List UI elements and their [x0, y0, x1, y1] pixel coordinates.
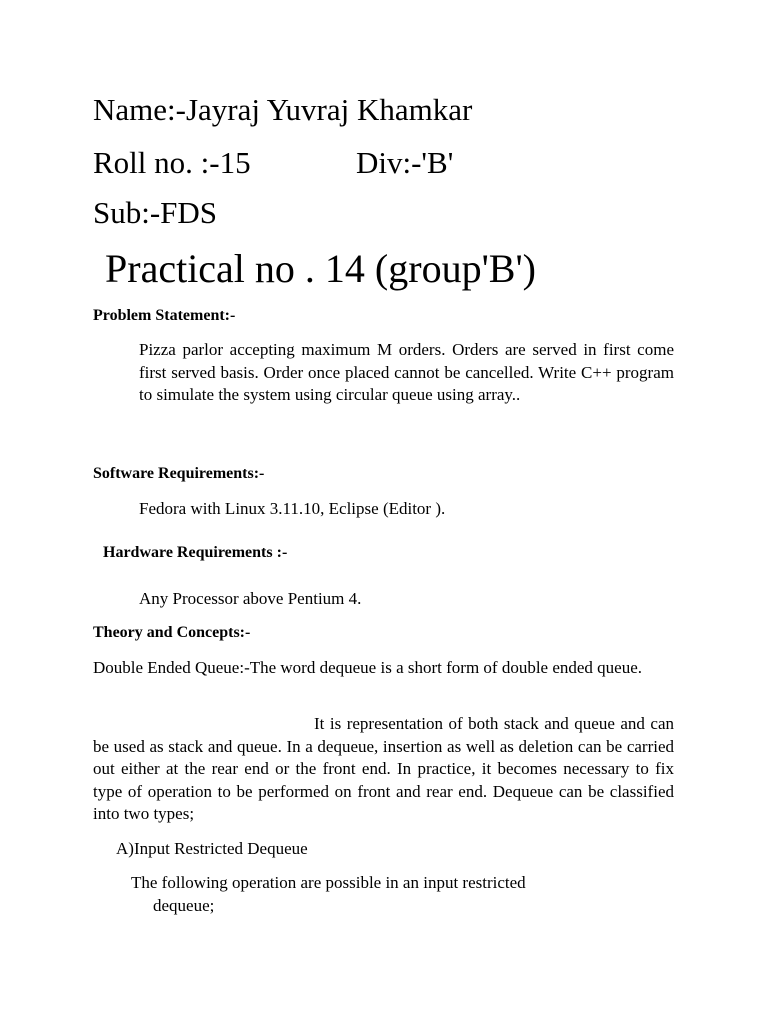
problem-statement-heading: Problem Statement:-: [93, 307, 236, 324]
dequeue-description: It is representation of both stack and queue and can be used as stack and queue. In a dequeue, insertion as well as deletion can be carried out either at the rear end or the front end. In practice, it becomes necessary to fix type of operation to be performed on front and rear end. Dequeue can be classified into two types;: [93, 714, 674, 823]
roll-number: Roll no. :-15: [93, 145, 251, 180]
hardware-requirements-text: Any Processor above Pentium 4.: [139, 589, 362, 608]
division: Div:-'B': [356, 145, 454, 180]
theory-heading: Theory and Concepts:-: [93, 624, 251, 641]
software-requirements-text: Fedora with Linux 3.11.10, Eclipse (Editor ).: [139, 499, 446, 518]
practical-title: Practical no . 14 (group'B'): [105, 246, 536, 291]
dequeue-definition: Double Ended Queue:-The word dequeue is a short form of double ended queue.: [93, 658, 643, 677]
subject: Sub:-FDS: [93, 195, 218, 230]
problem-statement-text: Pizza parlor accepting maximum M orders. Orders are served in first come first served basis. Order once placed cannot be cancelled. Write C++ program to simulate the system using circular queue using array..: [139, 340, 674, 404]
student-name: Name:-Jayraj Yuvraj Khamkar: [93, 92, 473, 127]
hardware-requirements-heading: Hardware Requirements :-: [103, 544, 288, 561]
operations-paragraph: [131, 872, 674, 917]
operations-line-2: dequeue;: [153, 895, 215, 915]
operations-line-1: The following operation are possible in an input restricted: [131, 873, 526, 892]
software-requirements-heading: Software Requirements:-: [93, 465, 265, 482]
input-restricted-item: A)Input Restricted Dequeue: [116, 839, 308, 858]
